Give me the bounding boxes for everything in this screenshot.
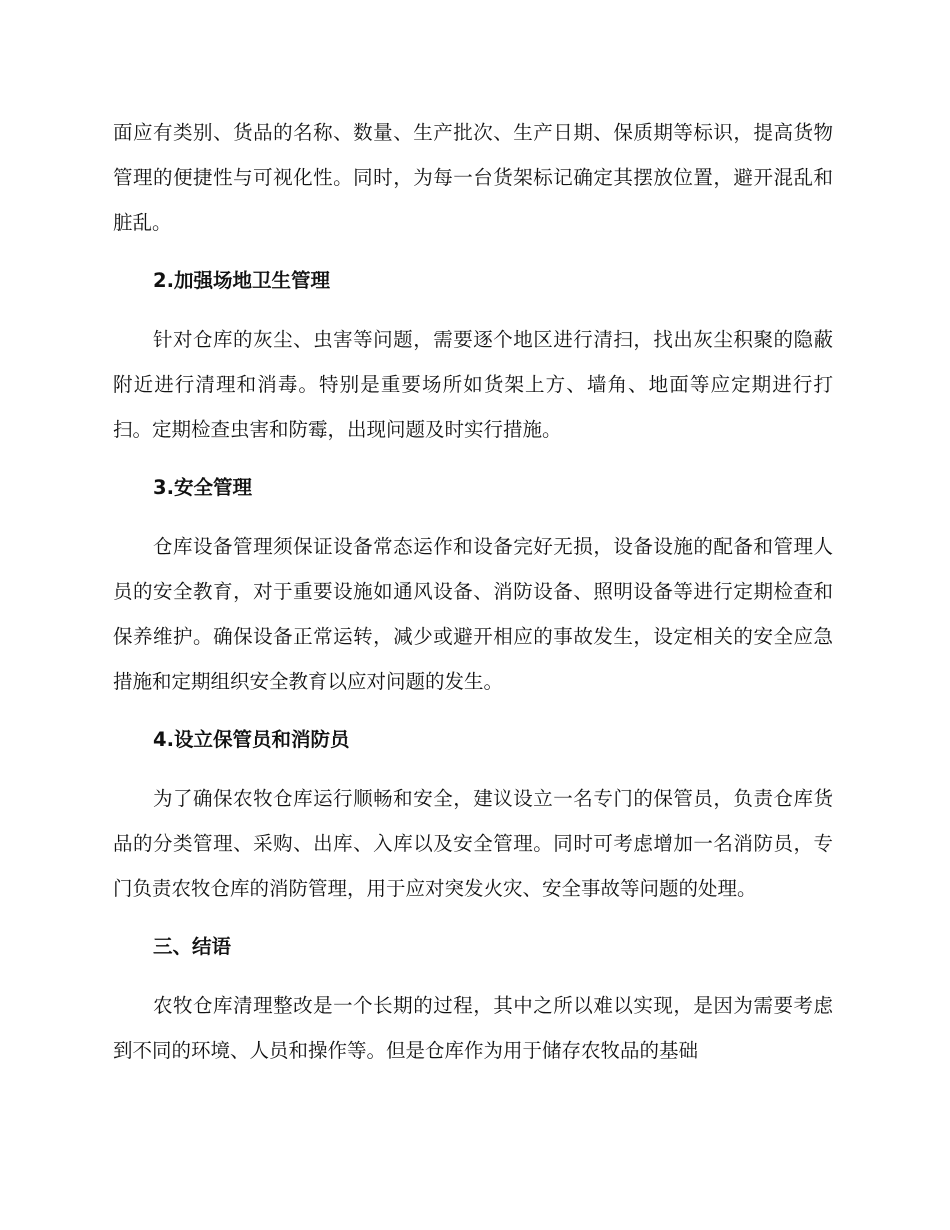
section-heading-conclusion: 三、结语 bbox=[153, 935, 232, 958]
section-heading-4: 4.设立保管员和消防员 bbox=[153, 728, 350, 751]
intro-paragraph: 面应有类别、货品的名称、数量、生产批次、生产日期、保质期等标识，提高货物管理的便捷性与可视化性。同时，为每一台货架标记确定其摆放位置，避开混乱和脏乱。 bbox=[113, 121, 833, 234]
section-heading-3: 3.安全管理 bbox=[153, 476, 252, 499]
section-body-2: 针对仓库的灰尘、虫害等问题，需要逐个地区进行清扫，找出灰尘积聚的隐蔽附近进行清理和消毒。特别是重要场所如货架上方、墙角、地面等应定期进行打扫。定期检查虫害和防霉，出现问题及时实行措施。 bbox=[113, 328, 833, 441]
section-body-4: 为了确保农牧仓库运行顺畅和安全，建议设立一名专门的保管员，负责仓库货品的分类管理、采购、出库、入库以及安全管理。同时可考虑增加一名消防员，专门负责农牧仓库的消防管理，用于应对突发火灾、安全事故等问题的处理。 bbox=[113, 787, 833, 900]
section-heading-2: 2.加强场地卫生管理 bbox=[153, 269, 330, 292]
section-body-3: 仓库设备管理须保证设备常态运作和设备完好无损，设备设施的配备和管理人员的安全教育，对于重要设施如通风设备、消防设备、照明设备等进行定期检查和保养维护。确保设备正常运转，减少或避开相应的事故发生，设定相关的安全应急措施和定期组织安全教育以应对问题的发生。 bbox=[113, 535, 833, 693]
section-body-conclusion: 农牧仓库清理整改是一个长期的过程，其中之所以难以实现，是因为需要考虑到不同的环境、人员和操作等。但是仓库作为用于储存农牧品的基础 bbox=[113, 994, 833, 1062]
document-page bbox=[113, 110, 833, 1073]
